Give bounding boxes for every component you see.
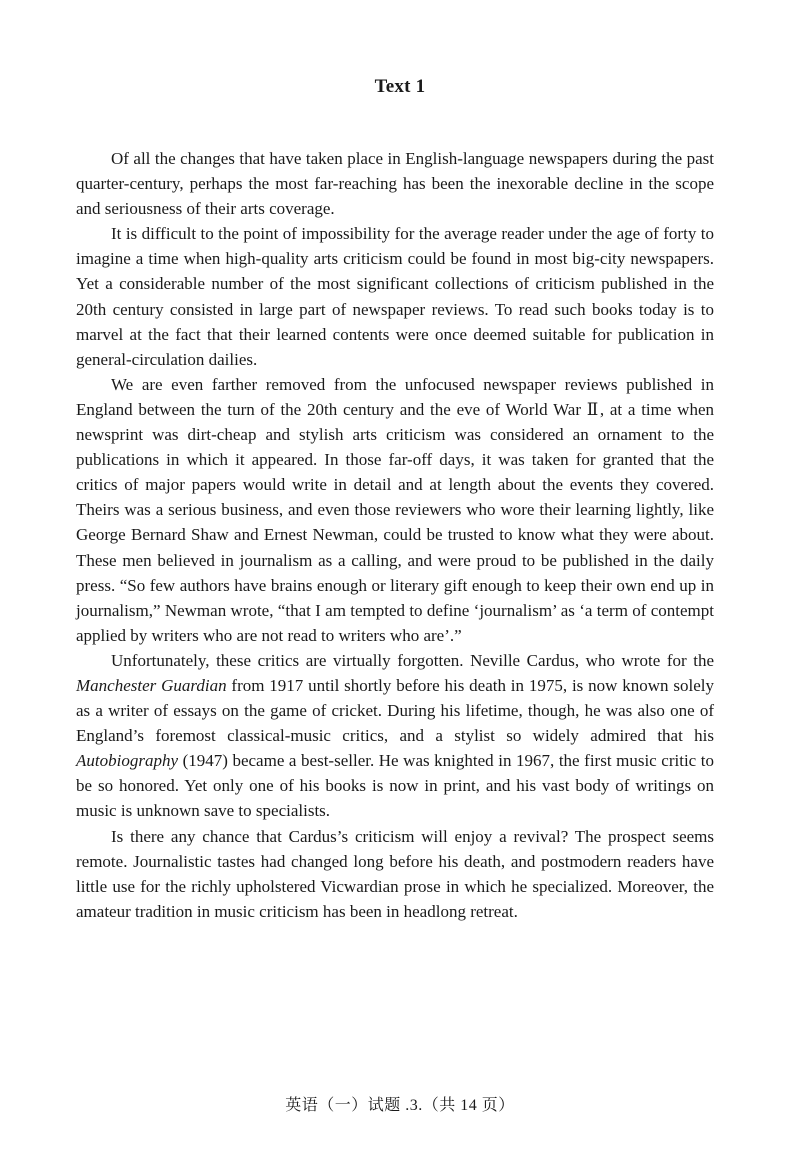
paragraph-1 — [76, 146, 714, 221]
paragraph-text: Is there any chance that Cardus’s criticism will enjoy a revival? The prospect seems remote. Journalistic tastes had changed long before his death, and postmodern readers have little use for the richly upholstered Vicwardian prose in which he specialized. Moreover, the amateur tradition in music criticism has been in headlong retreat. — [76, 826, 714, 921]
paragraph-text: Unfortunately, these critics are virtually forgotten. Neville Cardus, who wrote for the — [111, 650, 714, 670]
paragraph-5 — [76, 824, 714, 924]
paragraph-text: It is difficult to the point of impossibility for the average reader under the age of forty to imagine a time when high-quality arts criticism could be found in most big-city newspapers. Yet a considerable number of the most significant collections of criticism published in the 20th century consisted in large part of newspaper reviews. To read such books today is to marvel at the fact that their learned contents were once deemed suitable for publication in general-circulation dailies. — [76, 224, 714, 369]
book-title-italic: Autobiography — [76, 751, 178, 771]
passage-body — [76, 146, 714, 924]
paragraph-text: from 1917 until shortly before his death in 1975, is now known solely as a writer of essays on the game of cricket. During his lifetime, though, he was also one of England’s foremost classical-music critics, and a stylist so widely admired that his — [76, 675, 714, 746]
paragraph-text: Of all the changes that have taken place in English-language newspapers during the past quarter-century, perhaps the most far-reaching has been the inexorable decline in the scope and seriousness of their arts coverage. — [76, 149, 714, 219]
paragraph-4 — [76, 648, 714, 824]
page-footer: 英语（一）试题 .3.（共 14 页） — [285, 1097, 515, 1114]
passage-title: Text 1 — [374, 76, 426, 97]
paragraph-3 — [76, 372, 714, 648]
paragraph-text: We are even farther removed from the unfocused newspaper reviews published in England between the turn of the 20th century and the eve of World War Ⅱ, at a time when newsprint was dirt-cheap and stylish arts criticism was considered an ornament to the publications in which it appeared. In those far-off days, it was taken for granted that the critics of major papers would write in detail and at length about the events they covered. Theirs was a serious business, and even those reviewers who wore their learning lightly, like George Bernard Shaw and Ernest Newman, could be trusted to know what they were about. These men believed in journalism as a calling, and were proud to be published in the daily press. “So few authors have brains enough or literary gift enough to keep their own end up in journalism,” Newman wrote, “that I am tempted to define ‘journalism’ as ‘a term of contempt applied by writers who are not read to writers who are’.” — [76, 374, 714, 645]
newspaper-title-italic: Manchester Guardian — [76, 675, 227, 695]
paragraph-2 — [76, 221, 714, 372]
paragraph-text: (1947) became a best-seller. He was knighted in 1967, the first music critic to be so honored. Yet only one of his books is now in print, and his vast body of writings on music is unknown save to specialists. — [76, 751, 714, 821]
